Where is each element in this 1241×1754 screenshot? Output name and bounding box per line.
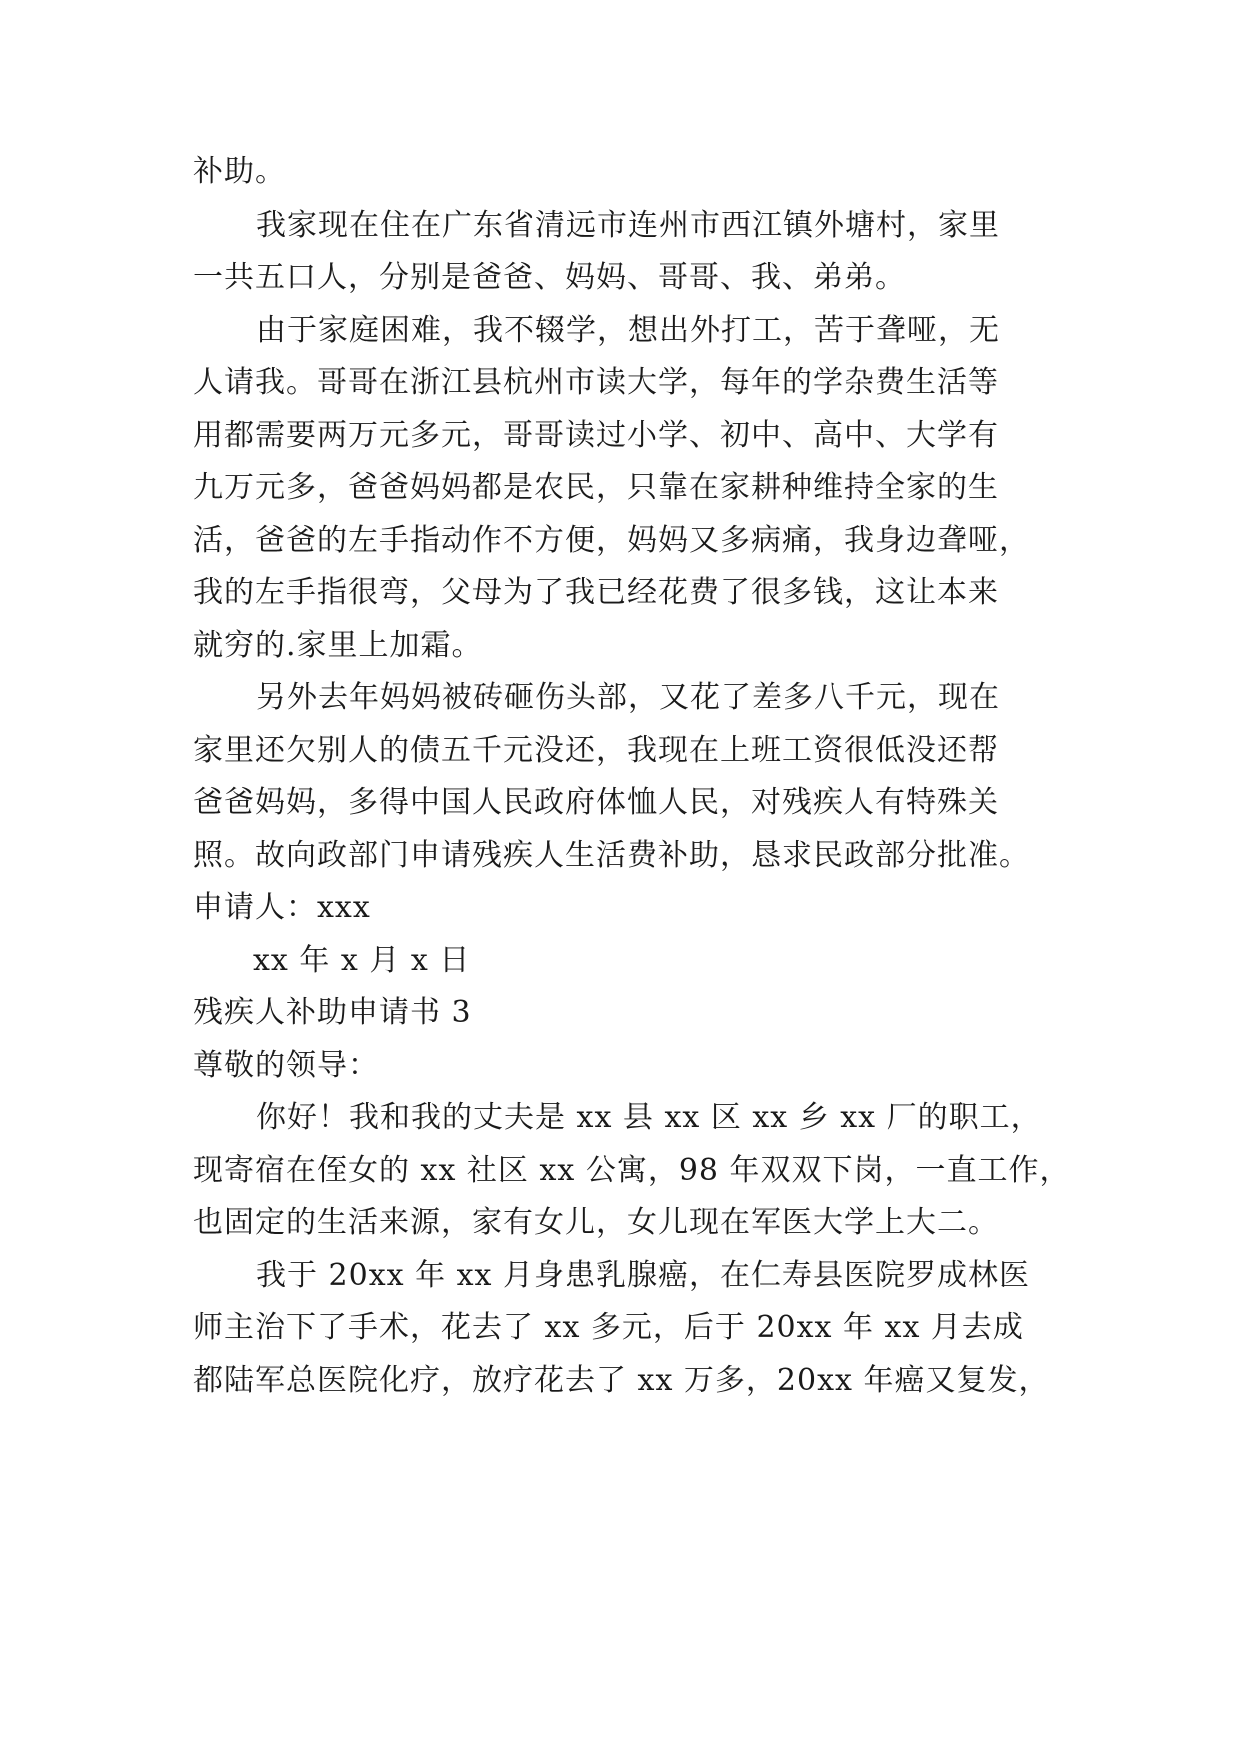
applicant-signature-line: 申请人：xxx [193, 890, 371, 925]
text-line: 照。故向政部门申请残疾人生活费补助，恳求民政部分批准。 [193, 838, 1030, 873]
paragraph-start-line: 我于 20xx 年 xx 月身患乳腺癌，在仁寿县医院罗成林医 [256, 1258, 1030, 1293]
section-title: 残疾人补助申请书 3 [193, 995, 472, 1030]
text-line: 都陆军总医院化疗，放疗花去了 xx 万多，20xx 年癌又复发， [193, 1363, 1050, 1398]
text-line: 九万元多，爸爸妈妈都是农民，只靠在家耕种维持全家的生 [193, 470, 999, 505]
text-line: 活，爸爸的左手指动作不方便，妈妈又多病痛，我身边聋哑， [193, 523, 1030, 558]
text-line: 现寄宿在侄女的 xx 社区 xx 公寓，98 年双双下岗，一直工作， [193, 1153, 1071, 1188]
salutation: 尊敬的领导： [193, 1048, 379, 1083]
text-line: 用都需要两万元多元，哥哥读过小学、初中、高中、大学有 [193, 418, 999, 453]
text-line: 也固定的生活来源，家有女儿，女儿现在军医大学上大二。 [193, 1205, 999, 1240]
paragraph-start-line: 另外去年妈妈被砖砸伤头部，又花了差多八千元，现在 [256, 680, 1000, 715]
text-line: 补助。 [193, 154, 286, 189]
text-line: 师主治下了手术，花去了 xx 多元，后于 20xx 年 xx 月去成 [193, 1310, 1024, 1345]
paragraph-start-line: 我家现在住在广东省清远市连州市西江镇外塘村，家里 [256, 208, 1000, 243]
text-line: 爸爸妈妈，多得中国人民政府体恤人民，对残疾人有特殊关 [193, 785, 999, 820]
text-line: 就穷的.家里上加霜。 [193, 628, 483, 663]
date-line: xx 年 x 月 x 日 [253, 943, 471, 978]
text-line: 一共五口人，分别是爸爸、妈妈、哥哥、我、弟弟。 [193, 260, 906, 295]
text-line: 家里还欠别人的债五千元没还，我现在上班工资很低没还帮 [193, 733, 999, 768]
text-line: 我的左手指很弯，父母为了我已经花费了很多钱，这让本来 [193, 575, 999, 610]
paragraph-start-line: 你好！我和我的丈夫是 xx 县 xx 区 xx 乡 xx 厂的职工， [256, 1100, 1042, 1135]
text-line: 人请我。哥哥在浙江县杭州市读大学，每年的学杂费生活等 [193, 365, 999, 400]
paragraph-start-line: 由于家庭困难，我不辍学，想出外打工，苦于聋哑，无 [256, 313, 1000, 348]
